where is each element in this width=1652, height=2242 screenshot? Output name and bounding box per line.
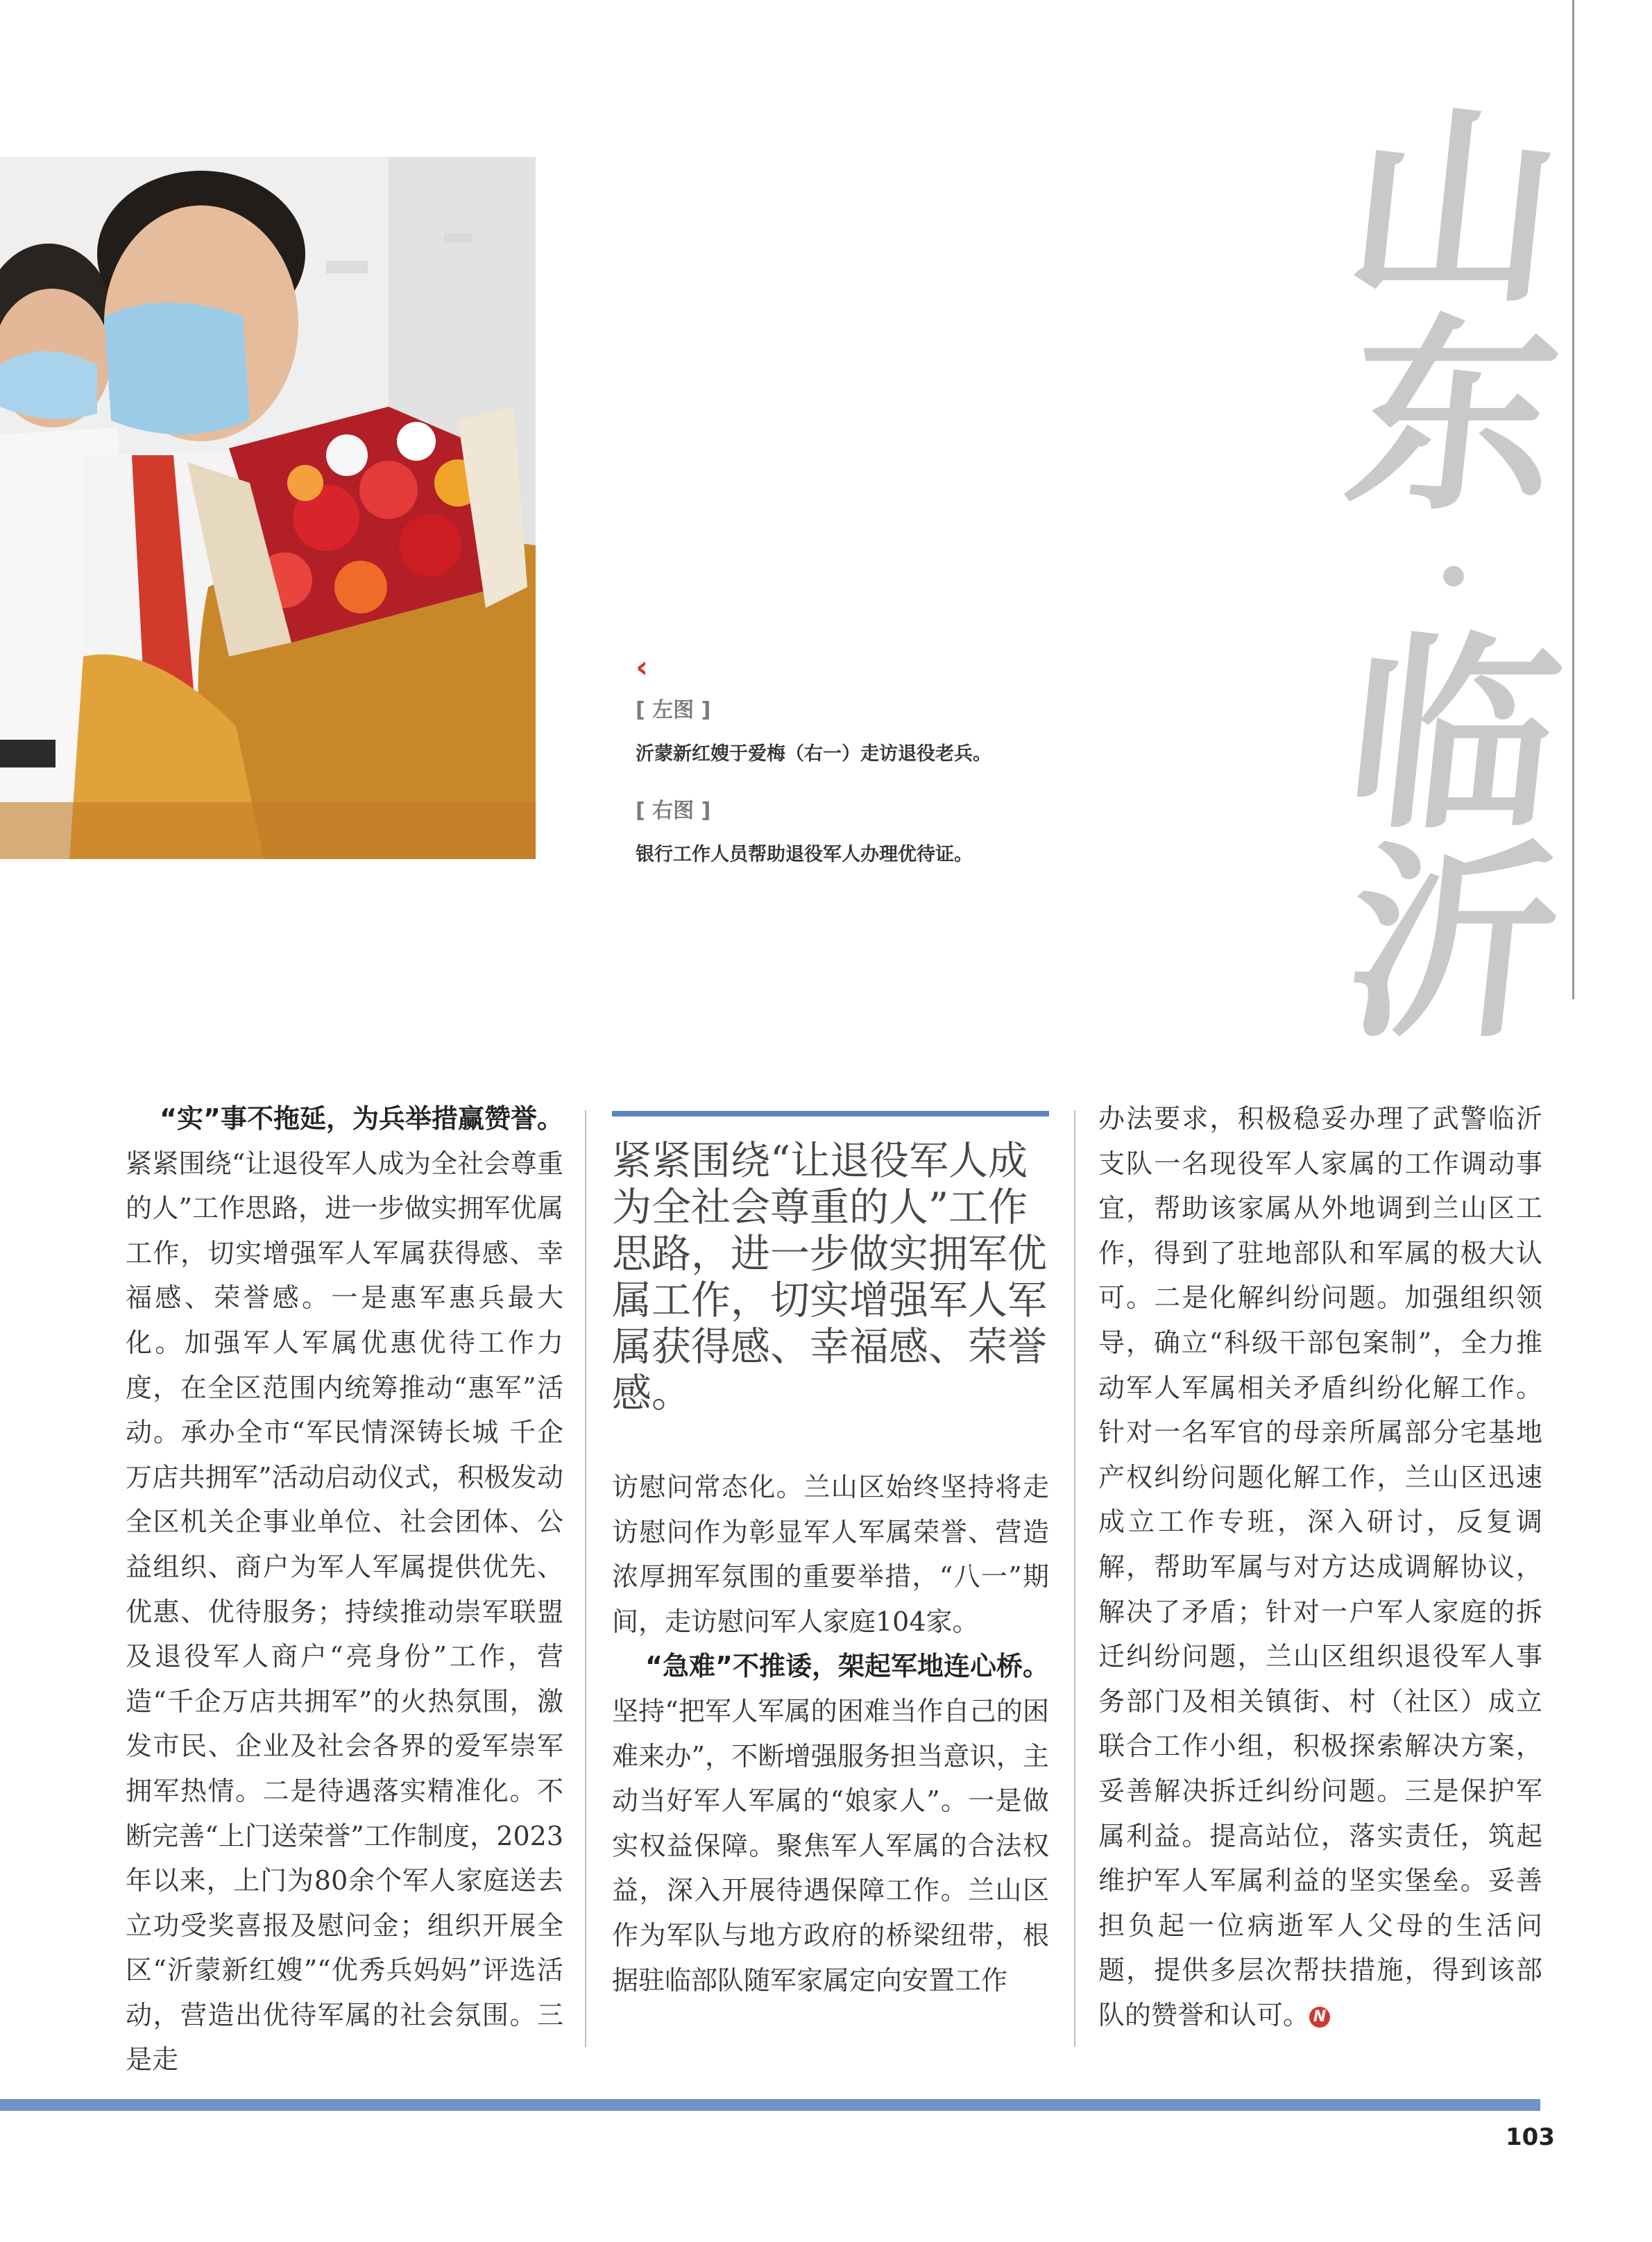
pull-quote: 紧紧围绕“让退役军人成为全社会尊重的人”工作思路，进一步做实拥军优属工作，切实增强军人军属获得感、幸福感、荣誉感。 xyxy=(612,1138,1047,1416)
article-column-3 xyxy=(1098,1096,1542,2037)
column-divider xyxy=(585,1110,586,2047)
footer-bar xyxy=(0,2099,1540,2111)
title-char: 沂 xyxy=(1336,821,1571,1066)
article-column-2 xyxy=(612,1465,1049,2003)
title-char: 山 xyxy=(1336,85,1571,330)
title-dot: · xyxy=(1434,511,1473,641)
title-char: 临 xyxy=(1336,613,1571,858)
chevron-left-icon: ‹ xyxy=(636,649,649,685)
page-number: 103 xyxy=(1506,2123,1555,2151)
paragraph-1: 紧紧围绕“让退役军人成为全社会尊重的人”工作思路，进一步做实拥军优属工作，切实增强军人军属获得感、幸福感、荣誉感。一是惠军惠兵最大化。加强军人军属优惠优待工作力度，在全区范围内统筹推动“惠军”活动。承办全市“军民情深铸长城 千企万店共拥军”活动启动仪式，积极发动全区机关企事业单位、社会团体、公益组织、商户为军人军属提供优先、优惠、优待服务；持续推动崇军联盟及退役军人商户“亮身份”工作，营造“千企万店共拥军”的火热氛围，激发市民、企业及社会各界的爱军崇军拥军热情。二是待遇落实精准化。不断完善“上门送荣誉”工作制度，2023年以来，上门为80余个军人家庭送去立功受奖喜报及慰问金；组织开展全区“沂蒙新红嫂”“优秀兵妈妈”评选活动，营造出优待军属的社会氛围。三是走 xyxy=(126,1148,563,2075)
paragraph-2: 访慰问常态化。兰山区始终坚持将走访慰问作为彰显军人军属荣誉、营造浓厚拥军氛围的重要举措，“八一”期间，走访慰问军人家庭104家。 xyxy=(612,1472,1049,1637)
section-lead-1: “实”事不拖延，为兵举措赢赞誉。 xyxy=(160,1103,563,1134)
paragraph-4 xyxy=(1098,1096,1542,2037)
section-lead-2: “急难”不推诿，架起军地连心桥。 xyxy=(645,1651,1049,1682)
end-mark-icon: N xyxy=(1309,2007,1330,2028)
article-column-1 xyxy=(126,1096,563,2082)
caption-text-left: 沂蒙新红嫂于爱梅（右一）走访退役老兵。 xyxy=(636,743,991,765)
title-char: 东 xyxy=(1336,294,1571,538)
caption-label-right: [ 右图 ] xyxy=(636,799,711,823)
caption-label-left: [ 左图 ] xyxy=(636,698,711,722)
photo-captions xyxy=(636,649,1121,866)
column-divider xyxy=(1074,1110,1075,2047)
paragraph-3: 坚持“把军人军属的困难当作自己的困难来办”，不断增强服务担当意识，主动当好军人军属的“娘家人”。一是做实权益保障。聚焦军人军属的合法权益，深入开展待遇保障工作。兰山区作为军队与地方政府的桥梁纽带，根据驻临部队随军家属定向安置工作 xyxy=(612,1695,1049,1996)
paragraph-4-text: 办法要求，积极稳妥办理了武警临沂支队一名现役军人家属的工作调动事宜，帮助该家属从外地调到兰山区工作，得到了驻地部队和军属的极大认可。二是化解纠纷问题。加强组织领导，确立“科级干部包案制”，全力推动军人军属相关矛盾纠纷化解工作。针对一名军官的母亲所属部分宅基地产权纠纷问题化解工作，兰山区迅速成立工作专班，深入研讨，反复调解，帮助军属与对方达成调解协议，解决了矛盾；针对一户军人家庭的拆迁纠纷问题，兰山区组织退役军人事务部门及相关镇街、村（社区）成立联合工作小组，积极探索解决方案，妥善解决拆迁纠纷问题。三是保护军属利益。提高站位，落实责任，筑起维护军人军属利益的坚实堡垒。妥善担负起一位病逝军人父母的生活问题，提供多层次帮扶措施，得到该部队的赞誉和认可。 xyxy=(1098,1103,1542,2030)
caption-text-right: 银行工作人员帮助退役军人办理优待证。 xyxy=(636,844,973,865)
vertical-title-shandong-linyi xyxy=(1336,85,1571,1066)
photo-flower-bouquet xyxy=(0,157,536,859)
pull-quote-bar xyxy=(612,1111,1049,1116)
